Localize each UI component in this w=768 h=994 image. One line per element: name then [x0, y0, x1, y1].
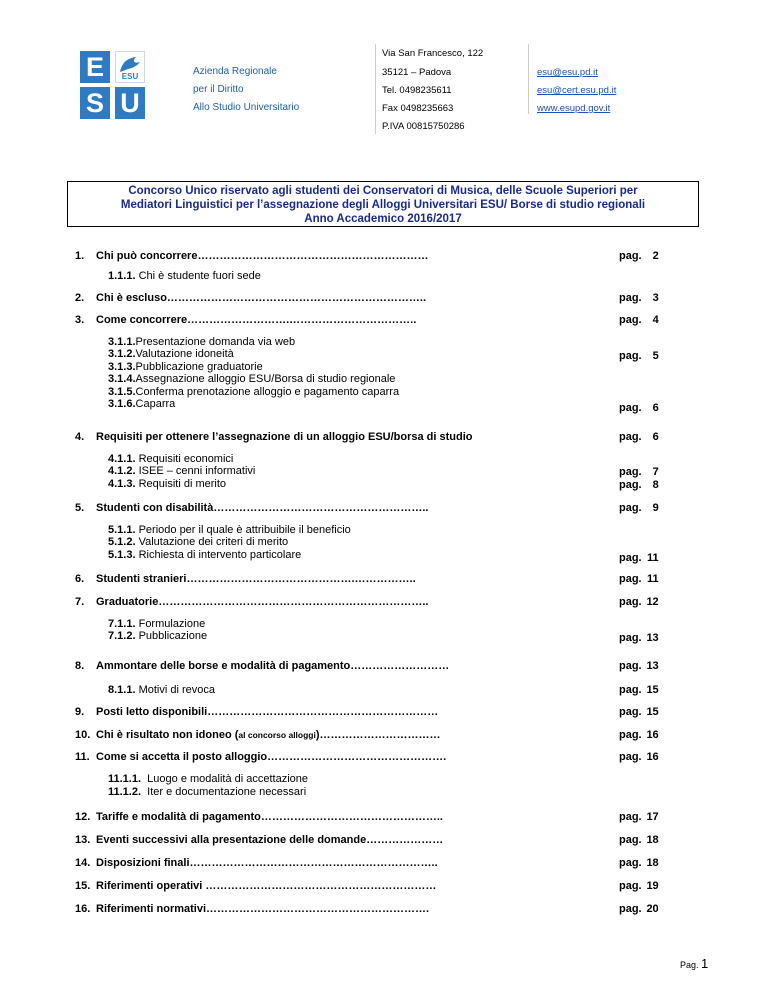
- toc-number: 4.: [75, 431, 85, 443]
- fax-number: Fax 0498235663: [382, 103, 454, 114]
- phone-number: Tel. 0498235611: [382, 85, 452, 96]
- toc-page: pag. 5: [619, 350, 659, 362]
- toc-page: pag. 11: [619, 573, 659, 585]
- toc-page: pag. 12: [619, 596, 659, 608]
- toc-number: 16.: [75, 903, 91, 915]
- toc-entry[interactable]: Chi può concorrere………………………………………………………: [96, 250, 429, 262]
- toc-page: pag. 18: [619, 857, 659, 869]
- toc-number: 10.: [75, 729, 91, 741]
- toc-page: pag. 4: [619, 314, 659, 326]
- toc-page: pag. 19: [619, 880, 659, 892]
- toc-number: 13.: [75, 834, 91, 846]
- org-line-2: per il Diritto: [193, 84, 244, 95]
- toc-page: pag. 8: [619, 479, 659, 491]
- toc-entry[interactable]: Disposizioni finali…………………………………………………………..: [96, 857, 438, 869]
- toc-number: 6.: [75, 573, 85, 585]
- toc-page: pag. 15: [619, 706, 659, 718]
- logo-letter-e: E: [80, 51, 110, 83]
- toc-page: pag. 16: [619, 751, 659, 763]
- toc-page: pag. 13: [619, 660, 659, 672]
- toc-page: pag. 7: [619, 466, 659, 478]
- toc-subentry[interactable]: 1.1.1. Chi è studente fuori sede: [108, 270, 261, 282]
- toc-page: pag. 6: [619, 431, 659, 443]
- toc-number: 14.: [75, 857, 91, 869]
- header-divider: [528, 44, 529, 114]
- toc-number: 12.: [75, 811, 91, 823]
- toc-number: 8.: [75, 660, 85, 672]
- toc-entry[interactable]: Tariffe e modalità di pagamento…………………………………………..: [96, 811, 443, 823]
- toc-entry[interactable]: Graduatorie………………………………………………………………..: [96, 596, 429, 608]
- toc-entry[interactable]: Studenti stranieri……………………………………….……………..: [96, 573, 416, 585]
- toc-page: pag. 20: [619, 903, 659, 915]
- svg-text:ESU: ESU: [121, 72, 139, 81]
- toc-subentry[interactable]: 3.1.6.Caparra: [108, 398, 176, 410]
- address-city: 35121 – Padova: [382, 67, 452, 78]
- org-line-1: Azienda Regionale: [193, 66, 277, 77]
- toc-number: 2.: [75, 292, 85, 304]
- toc-entry[interactable]: Studenti con disabilità…………………………………………………..: [96, 502, 429, 514]
- toc-page: pag. 2: [619, 250, 659, 262]
- toc-entry[interactable]: Eventi successivi alla presentazione delle domande…………………: [96, 834, 444, 846]
- toc-subentry[interactable]: 3.1.2.Valutazione idoneità: [108, 348, 234, 360]
- address-street: Via San Francesco, 122: [382, 48, 484, 59]
- toc-page: pag. 9: [619, 502, 659, 514]
- title-line: Anno Accademico 2016/2017: [304, 213, 462, 225]
- logo-letter-s: S: [80, 87, 110, 119]
- toc-entry[interactable]: Ammontare delle borse e modalità di pagamento………………………: [96, 660, 450, 672]
- toc-number: 7.: [75, 596, 85, 608]
- toc-subentry[interactable]: 3.1.5.Conferma prenotazione alloggio e pagamento caparra: [108, 386, 400, 398]
- toc-number: 9.: [75, 706, 85, 718]
- toc-entry[interactable]: Chi è risultato non idoneo (al concorso alloggi)……………………………: [96, 729, 441, 741]
- logo-letter-u: U: [115, 87, 145, 119]
- org-line-3: Allo Studio Universitario: [193, 102, 300, 113]
- toc-page: pag. 3: [619, 292, 659, 304]
- header-divider: [375, 44, 376, 134]
- toc-subentry[interactable]: 3.1.4.Assegnazione alloggio ESU/Borsa di studio regionale: [108, 373, 396, 385]
- toc-page: pag. 15: [619, 684, 659, 696]
- toc-subentry[interactable]: 11.1.1. Luogo e modalità di accettazione: [108, 773, 309, 785]
- toc-subentry[interactable]: 7.1.2. Pubblicazione: [108, 630, 208, 642]
- toc-subentry[interactable]: 5.1.1. Periodo per il quale è attribuibile il beneficio: [108, 524, 351, 536]
- toc-entry[interactable]: Come si accetta il posto alloggio………………………………………….: [96, 751, 447, 763]
- pec-email-link[interactable]: esu@cert.esu.pd.it: [537, 85, 617, 96]
- toc-entry[interactable]: Chi è escluso……………………………………………………………..: [96, 292, 427, 304]
- vat-number: P.IVA 00815750286: [382, 121, 465, 132]
- toc-entry[interactable]: Riferimenti operativi ………………………………………………………: [96, 880, 437, 892]
- toc-page: pag. 6: [619, 402, 659, 414]
- toc-number: 11.: [75, 751, 90, 763]
- toc-subentry[interactable]: 8.1.1. Motivi di revoca: [108, 684, 216, 696]
- document-title: [67, 181, 699, 227]
- toc-number: 3.: [75, 314, 85, 326]
- title-line: Mediatori Linguistici per l’assegnazione degli Alloggi Universitari ESU/ Borse di studio regionali: [120, 199, 646, 211]
- toc-subentry[interactable]: 3.1.1.Presentazione domanda via web: [108, 336, 296, 348]
- toc-page: pag. 16: [619, 729, 659, 741]
- toc-subentry[interactable]: 5.1.3. Richiesta di intervento particolare: [108, 549, 302, 561]
- toc-subentry[interactable]: 4.1.3. Requisiti di merito: [108, 478, 227, 490]
- toc-page: pag. 17: [619, 811, 659, 823]
- toc-subentry[interactable]: 3.1.3.Pubblicazione graduatorie: [108, 361, 263, 373]
- toc-page: pag. 18: [619, 834, 659, 846]
- toc-number: 15.: [75, 880, 91, 892]
- toc-number: 5.: [75, 502, 85, 514]
- title-line: Concorso Unico riservato agli studenti dei Conservatori di Musica, delle Scuole Superiori per: [128, 185, 638, 197]
- toc-entry[interactable]: Come concorrere……………………….……………………………..: [96, 314, 417, 326]
- winged-lion-icon: [115, 51, 145, 83]
- toc-page: pag. 13: [619, 632, 659, 644]
- toc-subentry[interactable]: 4.1.1. Requisiti economici: [108, 453, 234, 465]
- website-link[interactable]: www.esupd.gov.it: [537, 103, 611, 114]
- page-number-footer: Pag. 1: [680, 956, 709, 971]
- toc-subentry[interactable]: 4.1.2. ISEE – cenni informativi: [108, 465, 256, 477]
- toc-entry[interactable]: Requisiti per ottenere l’assegnazione di un alloggio ESU/borsa di studio: [96, 431, 473, 443]
- toc-subentry[interactable]: 11.1.2. Iter e documentazione necessari: [108, 786, 307, 798]
- toc-subentry[interactable]: 5.1.2. Valutazione dei criteri di merito: [108, 536, 289, 548]
- toc-entry[interactable]: Posti letto disponibili………………………………………………………: [96, 706, 439, 718]
- email-link[interactable]: esu@esu.pd.it: [537, 67, 598, 78]
- toc-page: pag. 11: [619, 552, 659, 564]
- toc-number: 1.: [75, 250, 85, 262]
- toc-entry[interactable]: Riferimenti normativi…………………………………………………….: [96, 903, 430, 915]
- toc-subentry[interactable]: 7.1.1. Formulazione: [108, 618, 206, 630]
